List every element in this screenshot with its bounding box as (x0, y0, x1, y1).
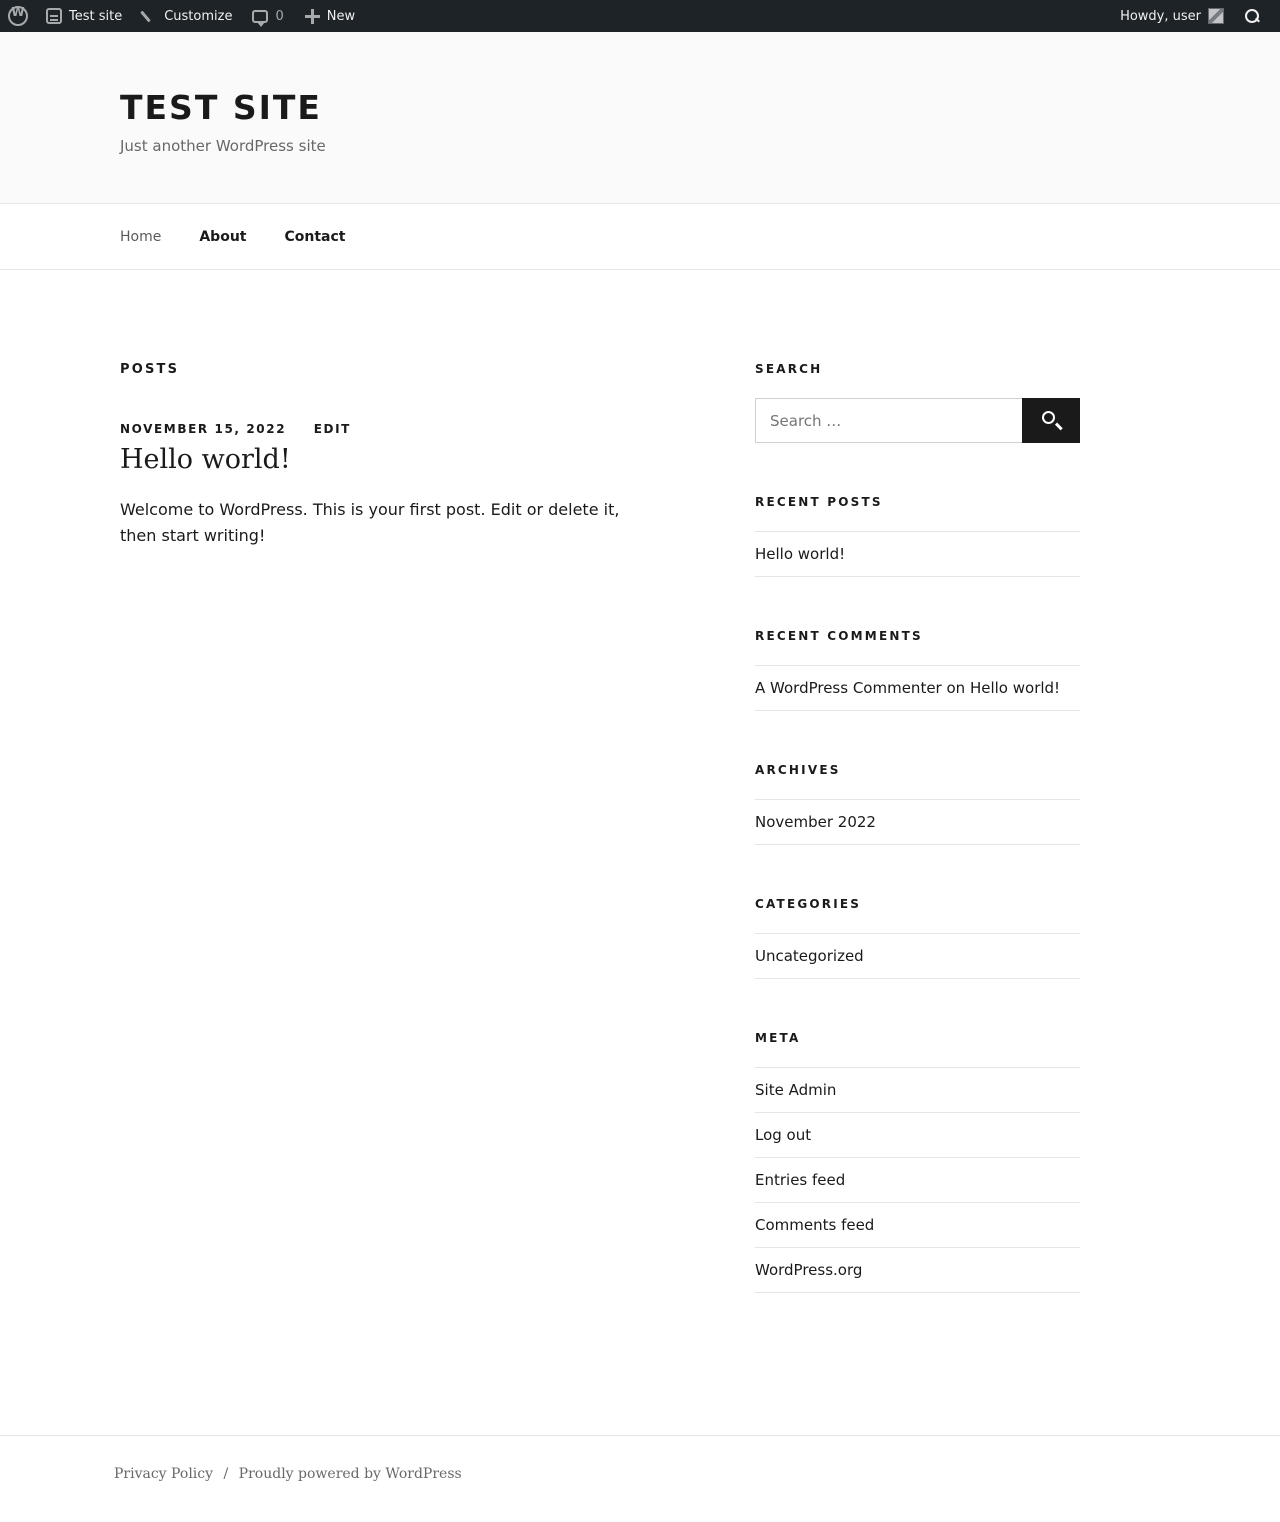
post-date-link[interactable]: NOVEMBER 15, 2022 (120, 422, 287, 436)
admin-bar-customize[interactable] (132, 0, 242, 32)
site-footer (0, 1435, 1280, 1522)
list-item[interactable] (755, 799, 1080, 845)
meta-link-entries-feed[interactable]: Entries feed (755, 1171, 846, 1189)
admin-bar-site-name[interactable] (36, 0, 132, 32)
plus-icon (304, 8, 320, 24)
search-input[interactable] (755, 398, 1022, 443)
privacy-policy-link[interactable]: Privacy Policy (114, 1466, 214, 1482)
powered-by-wordpress-link[interactable]: Proudly powered by WordPress (238, 1466, 462, 1482)
archive-link-november-2022[interactable]: November 2022 (755, 813, 876, 831)
post-title[interactable] (120, 444, 700, 475)
list-item[interactable] (755, 1203, 1080, 1248)
widget-archives-title: ARCHIVES (755, 763, 841, 777)
meta-link-site-admin[interactable]: Site Admin (755, 1081, 837, 1099)
nav-link-home[interactable]: Home (120, 228, 162, 245)
footer-credits (114, 1466, 1166, 1482)
meta-list (755, 1067, 1080, 1293)
widget-search-title: SEARCH (755, 362, 823, 376)
admin-bar-comments[interactable] (242, 0, 293, 32)
nav-list (120, 204, 1160, 269)
meta-link-log-out[interactable]: Log out (755, 1126, 812, 1144)
widget-recent-posts-title: RECENT POSTS (755, 495, 883, 509)
widget-archives (755, 763, 1080, 845)
footer-wrap (90, 1466, 1190, 1482)
admin-bar-left (0, 0, 365, 32)
recent-posts-list (755, 531, 1080, 577)
posts-section-label: POSTS (120, 362, 180, 377)
list-item[interactable] (755, 665, 1080, 711)
search-submit-button[interactable] (1022, 398, 1080, 443)
widget-recent-posts (755, 495, 1080, 577)
list-item[interactable] (755, 1248, 1080, 1293)
comment-on-word: on (946, 679, 966, 697)
widget-recent-comments-title: RECENT COMMENTS (755, 629, 923, 643)
list-item[interactable] (755, 531, 1080, 577)
admin-bar-search[interactable] (1234, 0, 1270, 32)
search-form (755, 398, 1080, 443)
nav-item-home[interactable] (120, 228, 161, 246)
admin-bar-site-name-label: Test site (69, 8, 123, 24)
recent-post-link[interactable]: Hello world! (755, 545, 846, 563)
widget-meta (755, 1031, 1080, 1293)
list-item[interactable] (755, 933, 1080, 979)
site-icon (46, 8, 62, 24)
admin-bar-right (1110, 0, 1280, 32)
meta-link-wordpress-org[interactable]: WordPress.org (755, 1261, 863, 1279)
site-header (0, 32, 1280, 204)
admin-bar-howdy-label: Howdy, user (1120, 8, 1201, 24)
nav-item-contact[interactable] (284, 228, 345, 246)
comment-post-link[interactable]: Hello world! (969, 679, 1061, 697)
widget-search (755, 362, 1080, 443)
meta-link-comments-feed[interactable]: Comments feed (755, 1216, 875, 1234)
admin-bar-comments-count: 0 (275, 8, 284, 24)
search-icon (1042, 411, 1055, 424)
pencil-icon (142, 9, 157, 24)
wordpress-logo-icon (8, 6, 28, 26)
list-item[interactable] (755, 1113, 1080, 1158)
admin-bar-new[interactable] (294, 0, 365, 32)
admin-bar-my-account[interactable] (1110, 0, 1234, 32)
categories-list (755, 933, 1080, 979)
post-edit-link[interactable]: EDIT (313, 422, 351, 436)
admin-bar-customize-label: Customize (164, 8, 233, 24)
list-item[interactable] (755, 1158, 1080, 1203)
archives-list (755, 799, 1080, 845)
site-header-wrap (90, 88, 1190, 155)
site-description: Just another WordPress site (120, 137, 326, 155)
search-icon-handle (1055, 423, 1062, 430)
sidebar (755, 270, 1080, 1345)
nav-link-contact[interactable]: Contact (284, 228, 346, 245)
list-item[interactable] (755, 1067, 1080, 1113)
avatar (1208, 8, 1224, 24)
search-icon (1244, 8, 1260, 24)
widget-categories (755, 897, 1080, 979)
comment-author: A WordPress Commenter (755, 679, 942, 697)
wp-logo-menu[interactable] (0, 0, 36, 32)
post-title-text: Hello world! (120, 444, 291, 475)
nav-item-about[interactable] (199, 228, 246, 246)
primary-navigation (0, 204, 1280, 270)
post-article (120, 422, 700, 550)
footer-separator: / (223, 1466, 229, 1482)
post-excerpt: Welcome to WordPress. This is your first post. Edit or delete it, then start writing! (120, 500, 620, 546)
main-content (120, 270, 700, 550)
admin-bar (0, 0, 1280, 32)
post-meta (120, 422, 700, 436)
page-title[interactable]: TEST SITE (120, 88, 322, 127)
widget-recent-comments (755, 629, 1080, 711)
nav-link-about[interactable]: About (199, 228, 247, 245)
content-area (90, 270, 1190, 1345)
nav-wrap (90, 204, 1190, 269)
widget-categories-title: CATEGORIES (755, 897, 862, 911)
widget-meta-title: META (755, 1031, 801, 1045)
recent-comments-list (755, 665, 1080, 711)
category-link-uncategorized[interactable]: Uncategorized (755, 947, 864, 965)
comment-bubble-icon (252, 10, 268, 23)
admin-bar-new-label: New (326, 8, 356, 24)
